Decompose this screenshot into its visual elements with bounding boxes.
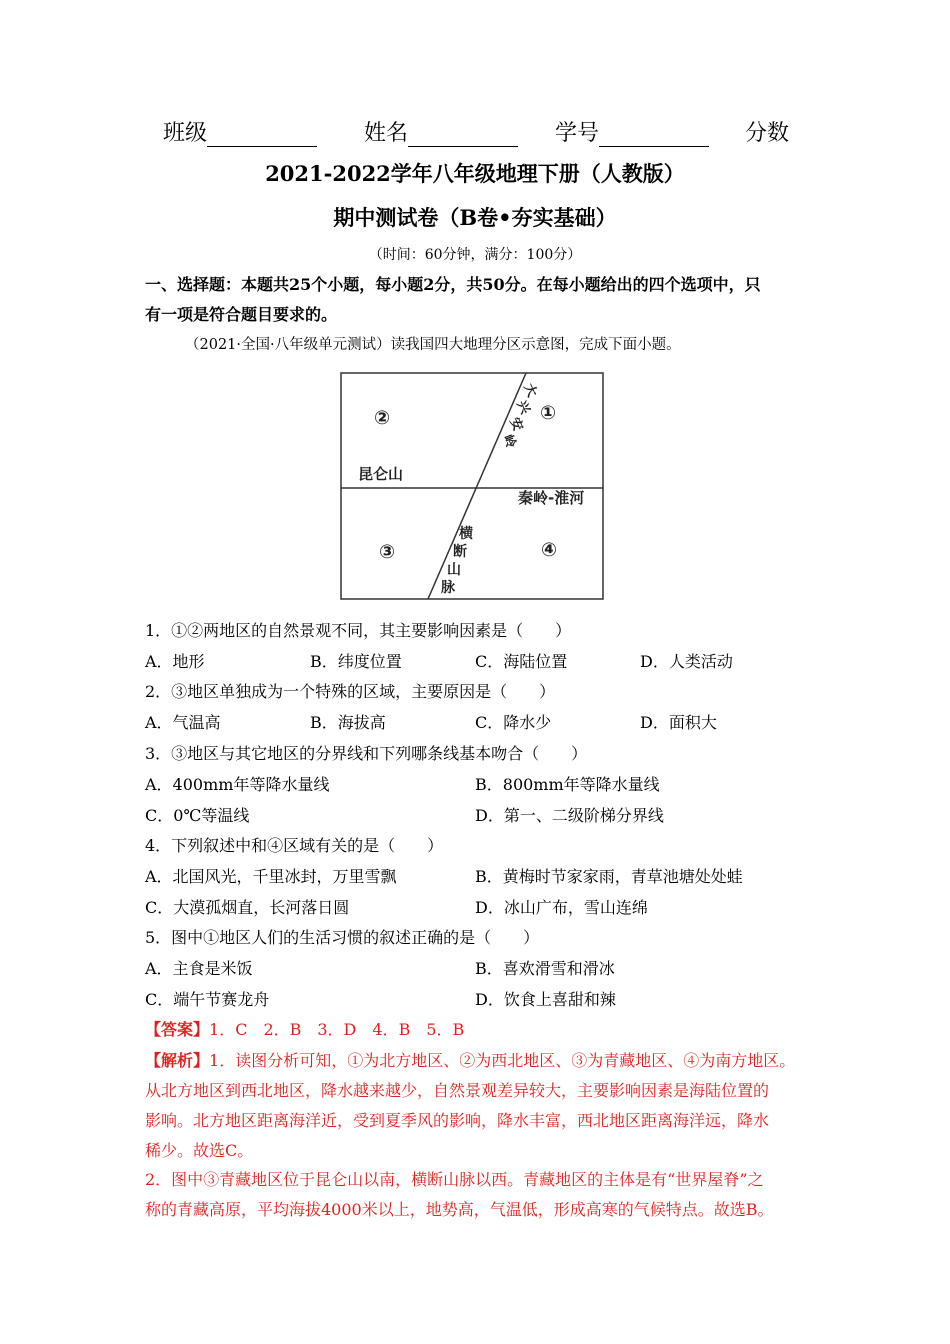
region-map-figure: [340, 372, 604, 600]
answer-text: 1．C 2．B 3．D 4．B 5．B: [209, 1020, 465, 1039]
question-4-stem: 4．下列叙述中和④区域有关的是（ ）: [145, 836, 444, 855]
answer-tag: 【答案】: [145, 1020, 210, 1039]
analysis-line-6: 称的青藏高原，平均海拔4000米以上，地势高，气温低，形成高寒的气候特点。故选B。: [145, 1200, 774, 1219]
region-3-label: ③: [378, 541, 396, 563]
class-field[interactable]: [163, 116, 317, 147]
analysis-line-2: 从北方地区到西北地区，降水越来越少，自然景观差异较大，主要影响因素是海陆位置的: [145, 1081, 770, 1100]
question-5-option-d[interactable]: D．饮食上喜甜和辣: [475, 990, 616, 1009]
question-2-option-a[interactable]: A．气温高: [145, 713, 221, 732]
name-field[interactable]: [364, 116, 518, 147]
question-1-option-c[interactable]: C．海陆位置: [475, 652, 568, 671]
analysis-line-5: 2．图中③青藏地区位于昆仑山以南，横断山脉以西。青藏地区的主体是有“世界屋脊”之: [145, 1170, 764, 1189]
answer-line: [145, 1017, 464, 1040]
section-instruction-line2: 有一项是符合题目要求的。: [145, 305, 338, 324]
analysis-tag: 【解析】: [145, 1051, 210, 1070]
analysis-line-1: [145, 1048, 795, 1071]
hengduan-char: 断: [453, 544, 467, 560]
question-1-option-d[interactable]: D．人类活动: [640, 652, 733, 671]
exam-title: 2021-2022学年八年级地理下册（人教版）: [265, 161, 685, 186]
question-1-option-a[interactable]: A．地形: [145, 652, 205, 671]
name-label: 姓名: [364, 121, 409, 146]
question-4-option-b[interactable]: B．黄梅时节家家雨，青草池塘处处蛙: [475, 867, 743, 886]
daxinganling-char: 安: [506, 415, 526, 434]
question-3-option-a[interactable]: A．400mm年等降水量线: [145, 775, 330, 794]
question-4-option-d[interactable]: D．冰山广布，雪山连绵: [475, 898, 648, 917]
question-2-option-d[interactable]: D．面积大: [640, 713, 717, 732]
analysis-line-4: 稀少。故选C。: [145, 1141, 254, 1160]
section-instruction-line1: 一、选择题：本题共25个小题，每小题2分，共50分。在每小题给出的四个选项中，只: [145, 275, 761, 294]
question-3-stem: 3．③地区与其它地区的分界线和下列哪条线基本吻合（ ）: [145, 744, 588, 763]
hengduan-char: 山: [447, 562, 461, 578]
question-5-option-a[interactable]: A．主食是米饭: [145, 959, 253, 978]
region-1-label: ①: [539, 402, 557, 424]
name-blank[interactable]: [408, 124, 518, 147]
analysis-text: 1．读图分析可知，①为北方地区、②为西北地区、③为青藏地区、④为南方地区。: [209, 1051, 796, 1070]
daxinganling-label: [499, 381, 540, 450]
question-2-stem: 2．③地区单独成为一个特殊的区域，主要原因是（ ）: [145, 682, 556, 701]
qinling-huaihe-label: 秦岭-淮河: [518, 489, 585, 507]
question-3-option-b[interactable]: B．800mm年等降水量线: [475, 775, 660, 794]
student-id-blank[interactable]: [599, 124, 709, 147]
question-1-option-b[interactable]: B．纬度位置: [310, 652, 402, 671]
score-label: 分数: [745, 121, 790, 146]
question-3-option-c[interactable]: C．0℃等温线: [145, 806, 250, 825]
region-4-label: ④: [540, 539, 558, 561]
student-id-label: 学号: [555, 121, 600, 146]
question-1-stem: 1．①②两地区的自然景观不同，其主要影响因素是（ ）: [145, 621, 572, 640]
exam-meta: （时间：60分钟，满分：100分）: [368, 247, 582, 263]
hengduan-label: [441, 525, 473, 596]
daxinganling-char: 大: [520, 381, 540, 400]
daxinganling-char: 兴: [513, 398, 533, 417]
class-label: 班级: [163, 121, 208, 146]
question-4-option-a[interactable]: A．北国风光，千里冰封，万里雪飘: [145, 867, 397, 886]
score-field: [745, 116, 789, 147]
exam-subtitle: 期中测试卷（B卷•夯实基础）: [333, 205, 617, 230]
kunlun-label: 昆仑山: [358, 465, 404, 483]
analysis-line-3: 影响。北方地区距离海洋近，受到夏季风的影响，降水丰富，西北地区距离海洋远，降水: [145, 1111, 770, 1130]
question-5-option-c[interactable]: C．端午节赛龙舟: [145, 990, 270, 1009]
hengduan-char: 横: [459, 526, 473, 542]
region-2-label: ②: [373, 407, 391, 429]
hengduan-char: 脉: [441, 580, 455, 596]
student-id-field[interactable]: [555, 116, 709, 147]
question-2-option-b[interactable]: B．海拔高: [310, 713, 386, 732]
class-blank[interactable]: [207, 124, 317, 147]
question-2-option-c[interactable]: C．降水少: [475, 713, 552, 732]
daxinganling-hengduan-line: [428, 373, 526, 599]
question-4-option-c[interactable]: C．大漠孤烟直，长河落日圆: [145, 898, 350, 917]
question-5-stem: 5．图中①地区人们的生活习惯的叙述正确的是（ ）: [145, 928, 540, 947]
question-5-option-b[interactable]: B．喜欢滑雪和滑冰: [475, 959, 615, 978]
question-3-option-d[interactable]: D．第一、二级阶梯分界线: [475, 806, 664, 825]
daxinganling-char: 岭: [499, 432, 519, 451]
region-map: [340, 372, 604, 600]
question-intro: （2021·全国·八年级单元测试）读我国四大地理分区示意图，完成下面小题。: [185, 337, 681, 353]
